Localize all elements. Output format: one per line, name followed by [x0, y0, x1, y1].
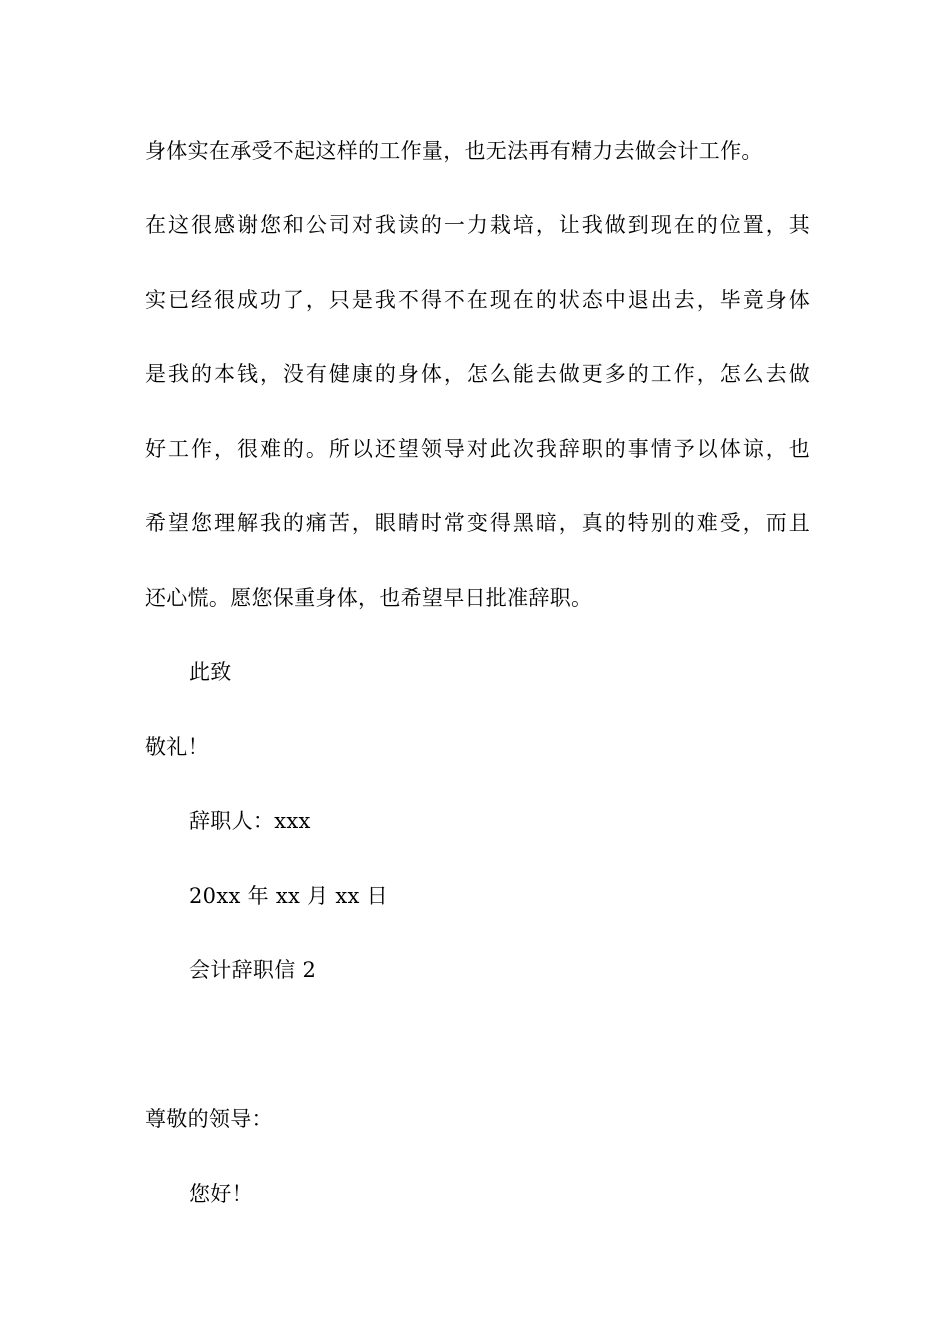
greeting-recipient: 尊敬的领导：: [145, 1107, 273, 1131]
date-text: 20xx 年 xx 月 xx 日: [189, 884, 388, 908]
body-line-6: 希望您理解我的痛苦，眼睛时常变得黑暗，真的特别的难受，而且: [145, 511, 810, 535]
section-title: 会计辞职信 2: [189, 958, 317, 982]
body-line-2: 在这很感谢您和公司对我读的一力栽培，让我做到现在的位置，其: [145, 213, 810, 237]
greeting-text: 您好！: [189, 1182, 253, 1206]
salute-text: 敬礼！: [145, 735, 209, 759]
closing-text: 此致: [189, 660, 232, 684]
body-line-1: 身体实在承受不起这样的工作量，也无法再有精力去做会计工作。: [145, 139, 763, 163]
body-line-7: 还心慌。愿您保重身体，也希望早日批准辞职。: [145, 586, 593, 610]
body-line-4: 是我的本钱，没有健康的身体，怎么能去做更多的工作，怎么去做: [145, 362, 810, 386]
body-line-3: 实已经很成功了，只是我不得不在现在的状态中退出去，毕竟身体: [145, 288, 810, 312]
signature-text: 辞职人：xxx: [189, 809, 311, 833]
body-line-5: 好工作，很难的。所以还望领导对此次我辞职的事情予以体谅，也: [145, 437, 810, 461]
